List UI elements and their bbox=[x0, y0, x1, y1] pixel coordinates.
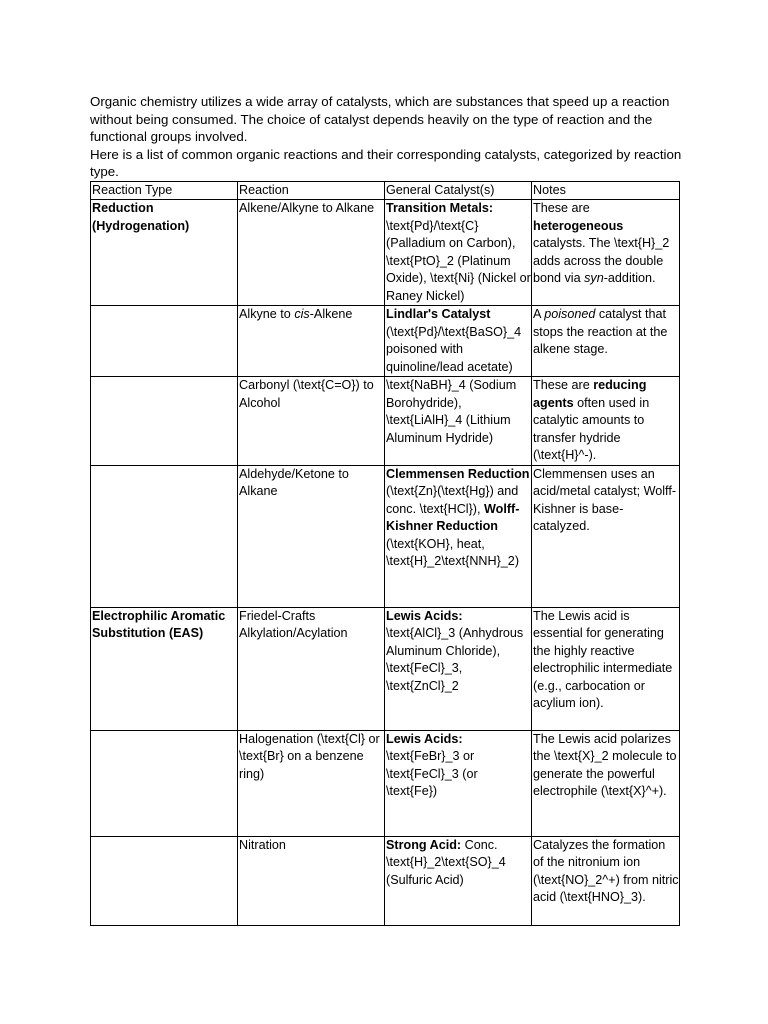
cell-reaction-type bbox=[91, 377, 238, 466]
cell-reaction bbox=[238, 306, 385, 377]
notes-italic-text: syn bbox=[584, 271, 604, 285]
cell-reaction-type bbox=[91, 730, 238, 836]
cell-reaction bbox=[238, 377, 385, 466]
cell-reaction-type bbox=[91, 607, 238, 730]
catalyst-text: Conc. \text{H}_2\text{SO}_4 (Sulfuric Acid) bbox=[386, 837, 506, 887]
notes-text: Clemmensen uses an acid/metal catalyst; Wolff-Kishner is base-catalyzed. bbox=[533, 466, 677, 533]
catalyst-text: \text{AlCl}_3 (Anhydrous Aluminum Chloride), \text{FeCl}_3, \text{ZnCl}_2 bbox=[386, 626, 524, 693]
reaction-type-text: Reduction (Hydrogenation) bbox=[92, 201, 190, 233]
cell-catalyst bbox=[385, 607, 532, 730]
reaction-italic-text: cis bbox=[294, 307, 310, 321]
cell-notes bbox=[532, 730, 680, 836]
catalyst-bold-text-2: Wolff-Kishner Reduction bbox=[386, 501, 520, 533]
catalyst-bold-text: Lewis Acids: bbox=[386, 731, 463, 746]
reaction-text: Halogenation (\text{Cl} or \text{Br} on a benzene ring) bbox=[239, 731, 380, 781]
document-page bbox=[90, 93, 682, 926]
notes-bold-text: heterogeneous bbox=[533, 218, 624, 233]
table-header-row bbox=[91, 181, 680, 200]
cell-notes bbox=[532, 306, 680, 377]
cell-catalyst bbox=[385, 377, 532, 466]
cell-reaction-type bbox=[91, 306, 238, 377]
catalyst-bold-text: Lindlar's Catalyst bbox=[386, 307, 491, 321]
table-row bbox=[91, 730, 680, 836]
table-row bbox=[91, 607, 680, 730]
reaction-text: Nitration bbox=[239, 837, 286, 852]
reaction-text: Carbonyl (\text{C=O}) to Alcohol bbox=[239, 378, 374, 410]
catalyst-text: (\text{Zn}(\text{Hg}) and conc. \text{HCl}), bbox=[386, 484, 519, 516]
reaction-text: Alkyne to bbox=[239, 307, 295, 321]
cell-catalyst bbox=[385, 465, 532, 607]
table-row bbox=[91, 465, 680, 607]
notes-italic-text: poisoned bbox=[544, 307, 596, 321]
catalyst-text: (\text{Pd}/\text{BaSO}_4 poisoned with quinoline/lead acetate) bbox=[386, 324, 522, 374]
header-notes: Notes bbox=[532, 181, 680, 200]
notes-text-end: -addition. bbox=[603, 271, 656, 285]
notes-text: A bbox=[533, 307, 545, 321]
reaction-text: Friedel-Crafts Alkylation/Acylation bbox=[239, 608, 348, 640]
table-body bbox=[91, 200, 680, 926]
catalyst-bold-text: Lewis Acids: bbox=[386, 608, 463, 623]
notes-text: These are bbox=[533, 201, 590, 215]
catalyst-text: \text{FeBr}_3 or \text{FeCl}_3 (or \text{Fe}) bbox=[386, 749, 478, 798]
cell-catalyst bbox=[385, 836, 532, 925]
cell-notes bbox=[532, 377, 680, 466]
notes-text: These are bbox=[533, 378, 594, 392]
cell-notes bbox=[532, 607, 680, 730]
cell-notes bbox=[532, 836, 680, 925]
cell-catalyst bbox=[385, 306, 532, 377]
cell-reaction bbox=[238, 836, 385, 925]
catalyst-bold-text: Transition Metals: bbox=[386, 201, 494, 215]
cell-reaction-type bbox=[91, 836, 238, 925]
notes-bold-text: reducing agents bbox=[533, 378, 647, 410]
catalyst-table bbox=[90, 181, 680, 926]
catalyst-text: \text{Pd}/\text{C} (Palladium on Carbon), \text{PtO}_2 (Platinum Oxide), \text{Ni} (Nickel or Raney Nickel) bbox=[386, 218, 531, 303]
cell-catalyst bbox=[385, 200, 532, 306]
table-row bbox=[91, 200, 680, 306]
notes-text-mid: catalysts. The \text{H}_2 adds across the double bond via bbox=[533, 236, 670, 285]
intro-paragraph-1: Organic chemistry utilizes a wide array of catalysts, which are substances that speed up a reaction without being consumed. The choice of catalyst depends heavily on the type of reaction and the functional groups involved. bbox=[90, 94, 670, 144]
header-reaction-type: Reaction Type bbox=[91, 181, 238, 200]
cell-catalyst bbox=[385, 730, 532, 836]
reaction-text-end: -Alkene bbox=[309, 307, 353, 321]
header-general-catalysts: General Catalyst(s) bbox=[385, 181, 532, 200]
notes-text: Catalyzes the formation of the nitronium ion (\text{NO}_2^+) from nitric acid (\text{HNO}_3). bbox=[533, 837, 679, 904]
table-row bbox=[91, 836, 680, 925]
notes-text: The Lewis acid is essential for generating the highly reactive electrophilic intermediate (e.g., carbocation or acylium ion). bbox=[533, 608, 673, 710]
header-reaction: Reaction bbox=[238, 181, 385, 200]
table-row bbox=[91, 306, 680, 377]
cell-notes bbox=[532, 465, 680, 607]
catalyst-text: \text{NaBH}_4 (Sodium Borohydride), \text{LiAlH}_4 (Lithium Aluminum Hydride) bbox=[386, 378, 517, 445]
cell-reaction bbox=[238, 465, 385, 607]
reaction-type-text: Electrophilic Aromatic Substitution (EAS) bbox=[92, 608, 226, 640]
catalyst-bold-text: Strong Acid: bbox=[386, 837, 462, 852]
cell-reaction-type bbox=[91, 465, 238, 607]
table-row bbox=[91, 377, 680, 466]
catalyst-text-2: (\text{KOH}, heat, \text{H}_2\text{NNH}_2) bbox=[386, 536, 520, 568]
cell-notes bbox=[532, 200, 680, 306]
intro-paragraph-2: Here is a list of common organic reactions and their corresponding catalysts, categorized by reaction type. bbox=[90, 146, 682, 179]
reaction-text: Aldehyde/Ketone to Alkane bbox=[239, 466, 349, 498]
catalyst-bold-text: Clemmensen Reduction bbox=[386, 466, 530, 481]
cell-reaction bbox=[238, 200, 385, 306]
cell-reaction bbox=[238, 607, 385, 730]
notes-text-end: catalyst that stops the reaction at the alkene stage. bbox=[533, 307, 668, 356]
notes-text-mid: often used in catalytic amounts to transfer hydride (\text{H}^-). bbox=[533, 395, 650, 462]
cell-reaction-type bbox=[91, 200, 238, 306]
cell-reaction bbox=[238, 730, 385, 836]
reaction-text: Alkene/Alkyne to Alkane bbox=[239, 201, 375, 215]
notes-text: The Lewis acid polarizes the \text{X}_2 molecule to generate the powerful electrophile (\text{X}^+). bbox=[533, 731, 677, 798]
